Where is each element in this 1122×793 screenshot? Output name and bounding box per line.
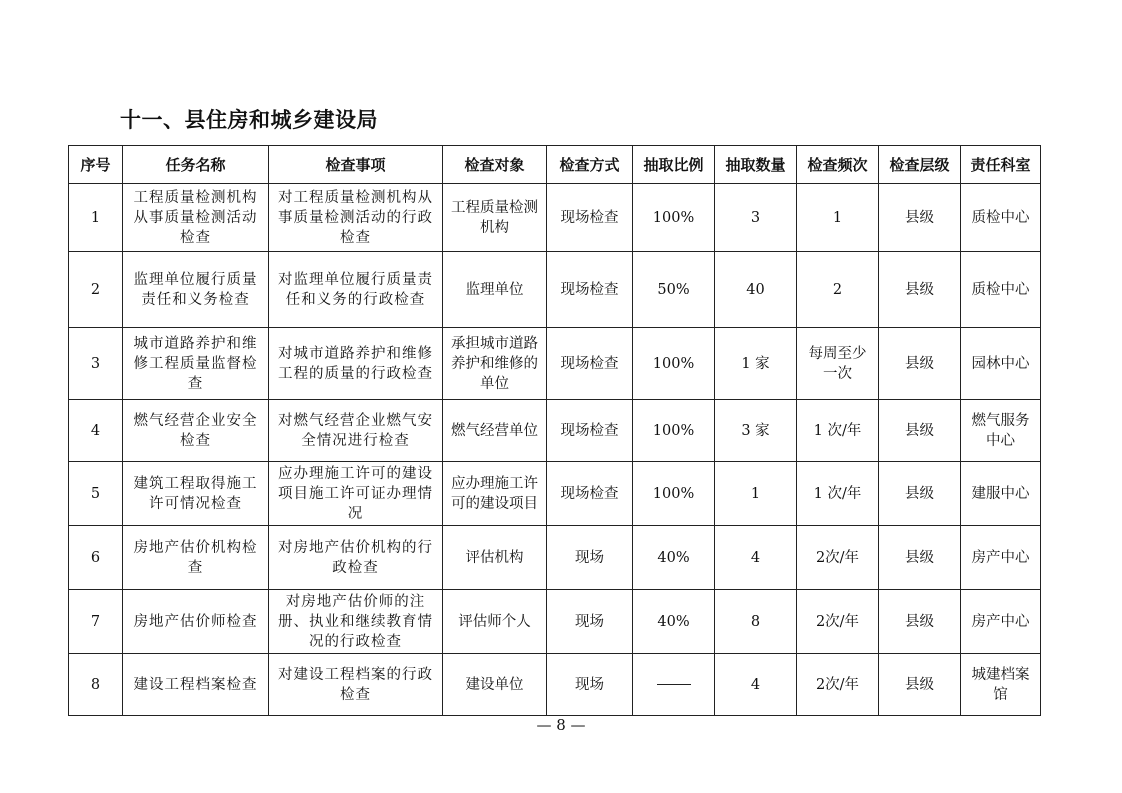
cell-item: 对工程质量检测机构从事质量检测活动的行政检查 xyxy=(269,184,443,252)
cell-method: 现场检查 xyxy=(547,328,633,400)
cell-task: 监理单位履行质量责任和义务检查 xyxy=(123,252,269,328)
cell-frequency: 2 xyxy=(797,252,879,328)
cell-department: 质检中心 xyxy=(961,252,1041,328)
cell-department: 建服中心 xyxy=(961,462,1041,526)
cell-task: 城市道路养护和维修工程质量监督检查 xyxy=(123,328,269,400)
cell-no: 5 xyxy=(69,462,123,526)
cell-ratio: 50% xyxy=(633,252,715,328)
cell-level: 县级 xyxy=(879,654,961,716)
cell-object: 应办理施工许可的建设项目 xyxy=(443,462,547,526)
cell-method: 现场 xyxy=(547,654,633,716)
header-object: 检查对象 xyxy=(443,146,547,184)
table-row xyxy=(69,526,1041,590)
cell-no: 3 xyxy=(69,328,123,400)
table-row xyxy=(69,184,1041,252)
empty-dash xyxy=(657,684,691,685)
cell-task: 房地产估价机构检查 xyxy=(123,526,269,590)
cell-count: 8 xyxy=(715,590,797,654)
cell-object: 工程质量检测机构 xyxy=(443,184,547,252)
table-row xyxy=(69,400,1041,462)
cell-task: 房地产估价师检查 xyxy=(123,590,269,654)
cell-method: 现场 xyxy=(547,590,633,654)
table-row xyxy=(69,462,1041,526)
cell-task: 建设工程档案检查 xyxy=(123,654,269,716)
cell-item: 对房地产估价机构的行政检查 xyxy=(269,526,443,590)
table-header-row xyxy=(69,146,1041,184)
cell-count: 4 xyxy=(715,526,797,590)
header-task: 任务名称 xyxy=(123,146,269,184)
cell-no: 8 xyxy=(69,654,123,716)
cell-level: 县级 xyxy=(879,526,961,590)
cell-frequency: 1 次/年 xyxy=(797,462,879,526)
cell-ratio: 40% xyxy=(633,590,715,654)
table-row xyxy=(69,654,1041,716)
cell-object: 燃气经营单位 xyxy=(443,400,547,462)
cell-count: 4 xyxy=(715,654,797,716)
cell-level: 县级 xyxy=(879,400,961,462)
cell-ratio xyxy=(633,654,715,716)
cell-item: 对城市道路养护和维修工程的质量的行政检查 xyxy=(269,328,443,400)
page-number: — 8 — xyxy=(536,716,586,734)
cell-ratio: 100% xyxy=(633,328,715,400)
header-ratio: 抽取比例 xyxy=(633,146,715,184)
cell-no: 4 xyxy=(69,400,123,462)
table-row xyxy=(69,252,1041,328)
cell-no: 6 xyxy=(69,526,123,590)
cell-item: 对燃气经营企业燃气安全情况进行检查 xyxy=(269,400,443,462)
cell-no: 2 xyxy=(69,252,123,328)
page-title: 十一、县住房和城乡建设局 xyxy=(120,108,378,132)
cell-department: 房产中心 xyxy=(961,526,1041,590)
cell-frequency: 每周至少一次 xyxy=(797,328,879,400)
cell-item: 对房地产估价师的注册、执业和继续教育情况的行政检查 xyxy=(269,590,443,654)
cell-count: 1 xyxy=(715,462,797,526)
cell-level: 县级 xyxy=(879,462,961,526)
cell-department: 质检中心 xyxy=(961,184,1041,252)
header-no: 序号 xyxy=(69,146,123,184)
cell-frequency: 2次/年 xyxy=(797,590,879,654)
cell-method: 现场检查 xyxy=(547,400,633,462)
cell-frequency: 1 次/年 xyxy=(797,400,879,462)
cell-ratio: 100% xyxy=(633,184,715,252)
cell-frequency: 1 xyxy=(797,184,879,252)
cell-department: 房产中心 xyxy=(961,590,1041,654)
cell-object: 承担城市道路养护和维修的单位 xyxy=(443,328,547,400)
cell-frequency: 2次/年 xyxy=(797,654,879,716)
header-frequency: 检查频次 xyxy=(797,146,879,184)
cell-count: 1 家 xyxy=(715,328,797,400)
table-row xyxy=(69,590,1041,654)
cell-level: 县级 xyxy=(879,184,961,252)
cell-object: 监理单位 xyxy=(443,252,547,328)
cell-ratio: 100% xyxy=(633,462,715,526)
cell-department: 园林中心 xyxy=(961,328,1041,400)
cell-method: 现场 xyxy=(547,526,633,590)
cell-object: 建设单位 xyxy=(443,654,547,716)
cell-frequency: 2次/年 xyxy=(797,526,879,590)
cell-count: 3 家 xyxy=(715,400,797,462)
header-method: 检查方式 xyxy=(547,146,633,184)
cell-department: 燃气服务中心 xyxy=(961,400,1041,462)
cell-method: 现场检查 xyxy=(547,462,633,526)
table-row xyxy=(69,328,1041,400)
cell-count: 3 xyxy=(715,184,797,252)
header-count: 抽取数量 xyxy=(715,146,797,184)
cell-department: 城建档案馆 xyxy=(961,654,1041,716)
cell-no: 7 xyxy=(69,590,123,654)
cell-item: 对监理单位履行质量责任和义务的行政检查 xyxy=(269,252,443,328)
cell-ratio: 40% xyxy=(633,526,715,590)
cell-method: 现场检查 xyxy=(547,252,633,328)
cell-task: 工程质量检测机构从事质量检测活动检查 xyxy=(123,184,269,252)
cell-item: 应办理施工许可的建设项目施工许可证办理情况 xyxy=(269,462,443,526)
cell-level: 县级 xyxy=(879,590,961,654)
cell-level: 县级 xyxy=(879,328,961,400)
cell-task: 建筑工程取得施工许可情况检查 xyxy=(123,462,269,526)
cell-ratio: 100% xyxy=(633,400,715,462)
inspection-table xyxy=(68,145,1041,716)
cell-task: 燃气经营企业安全检查 xyxy=(123,400,269,462)
cell-level: 县级 xyxy=(879,252,961,328)
cell-method: 现场检查 xyxy=(547,184,633,252)
cell-object: 评估师个人 xyxy=(443,590,547,654)
header-item: 检查事项 xyxy=(269,146,443,184)
cell-item: 对建设工程档案的行政检查 xyxy=(269,654,443,716)
header-department: 责任科室 xyxy=(961,146,1041,184)
cell-no: 1 xyxy=(69,184,123,252)
header-level: 检查层级 xyxy=(879,146,961,184)
cell-object: 评估机构 xyxy=(443,526,547,590)
cell-count: 40 xyxy=(715,252,797,328)
